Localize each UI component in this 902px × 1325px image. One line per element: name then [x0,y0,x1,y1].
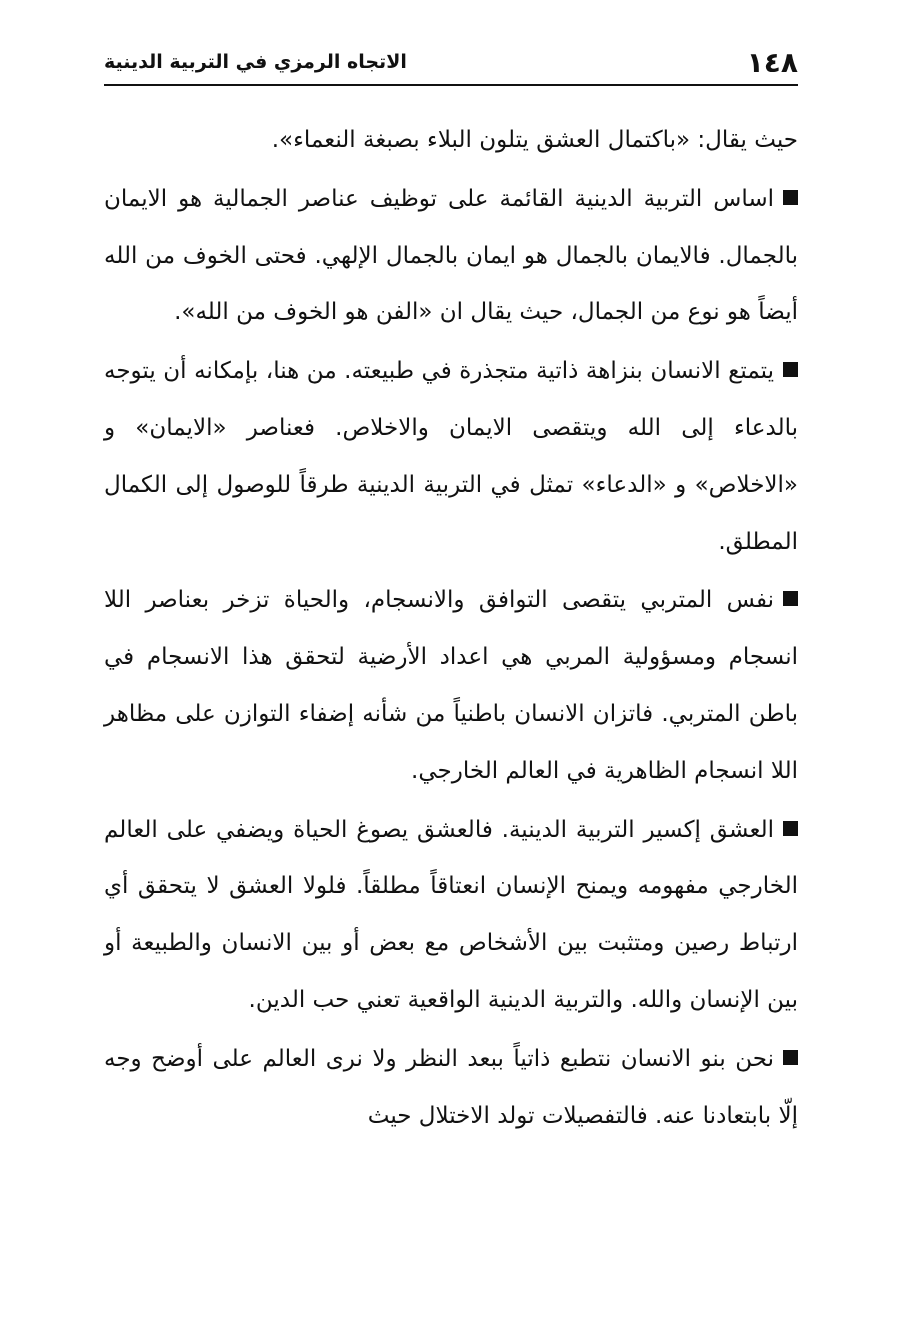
paragraph [104,1031,798,1145]
body-text [104,112,798,1144]
paragraph-text: نفس المتربي يتقصى التوافق والانسجام، والحياة تزخر بعناصر اللا انسجام ومسؤولية المربي هي اعداد الأرضية لتحقق هذا الانسجام في باطن المتربي. فاتزان الانسان باطنياً من شأنه إضفاء التوازن على مظاهر اللا انسجام الظاهرية في العالم الخارجي. [104,587,798,784]
square-bullet-icon [783,1050,798,1065]
square-bullet-icon [783,362,798,377]
paragraph-text: اساس التربية الدينية القائمة على توظيف عناصر الجمالية هو الايمان بالجمال. فالايمان بالجمال هو ايمان بالجمال الإلهي. فحتى الخوف من الله أيضاً هو نوع من الجمال، حيث يقال ان «الفن هو الخوف من الله». [104,185,798,326]
paragraph-text: يتمتع الانسان بنزاهة ذاتية متجذرة في طبيعته. من هنا، بإمكانه أن يتوجه بالدعاء إلى الله ويتقصى الايمان والاخلاص. فعناصر «الايمان» و «الاخلاص» و «الدعاء» تمثل في التربية الدينية طرقاً للوصول إلى الكمال المطلق. [104,358,798,555]
square-bullet-icon [783,190,798,205]
paragraph [104,343,798,570]
header-divider [104,84,798,86]
square-bullet-icon [783,591,798,606]
paragraph [104,802,798,1029]
page-number: ١٤٨ [746,45,798,79]
paragraph [104,112,798,169]
paragraph-text: حيث يقال: «باكتمال العشق يتلون البلاء بصبغة النعماء». [271,127,798,153]
paragraph [104,572,798,799]
running-title: الاتجاه الرمزي في التربية الدينية [104,51,407,73]
running-header [104,40,798,84]
paragraph [104,171,798,341]
paragraph-text: نحن بنو الانسان نتطبع ذاتياً ببعد النظر ولا نرى العالم على أوضح وجه إلّا بابتعادنا عنه. فالتفصيلات تولد الاختلال حيث [104,1045,798,1129]
square-bullet-icon [783,821,798,836]
paragraph-text: العشق إكسير التربية الدينية. فالعشق يصوغ الحياة ويضفي على العالم الخارجي مفهومه ويمنح الإنسان انعتاقاً مطلقاً. فلولا العشق لا يتحقق أي ارتباط رصين ومتثبت بين الأشخاص مع بعض أو بين الانسان والطبيعة أو بين الإنسان والله. والتربية الدينية الواقعية تعني حب الدين. [104,816,798,1013]
